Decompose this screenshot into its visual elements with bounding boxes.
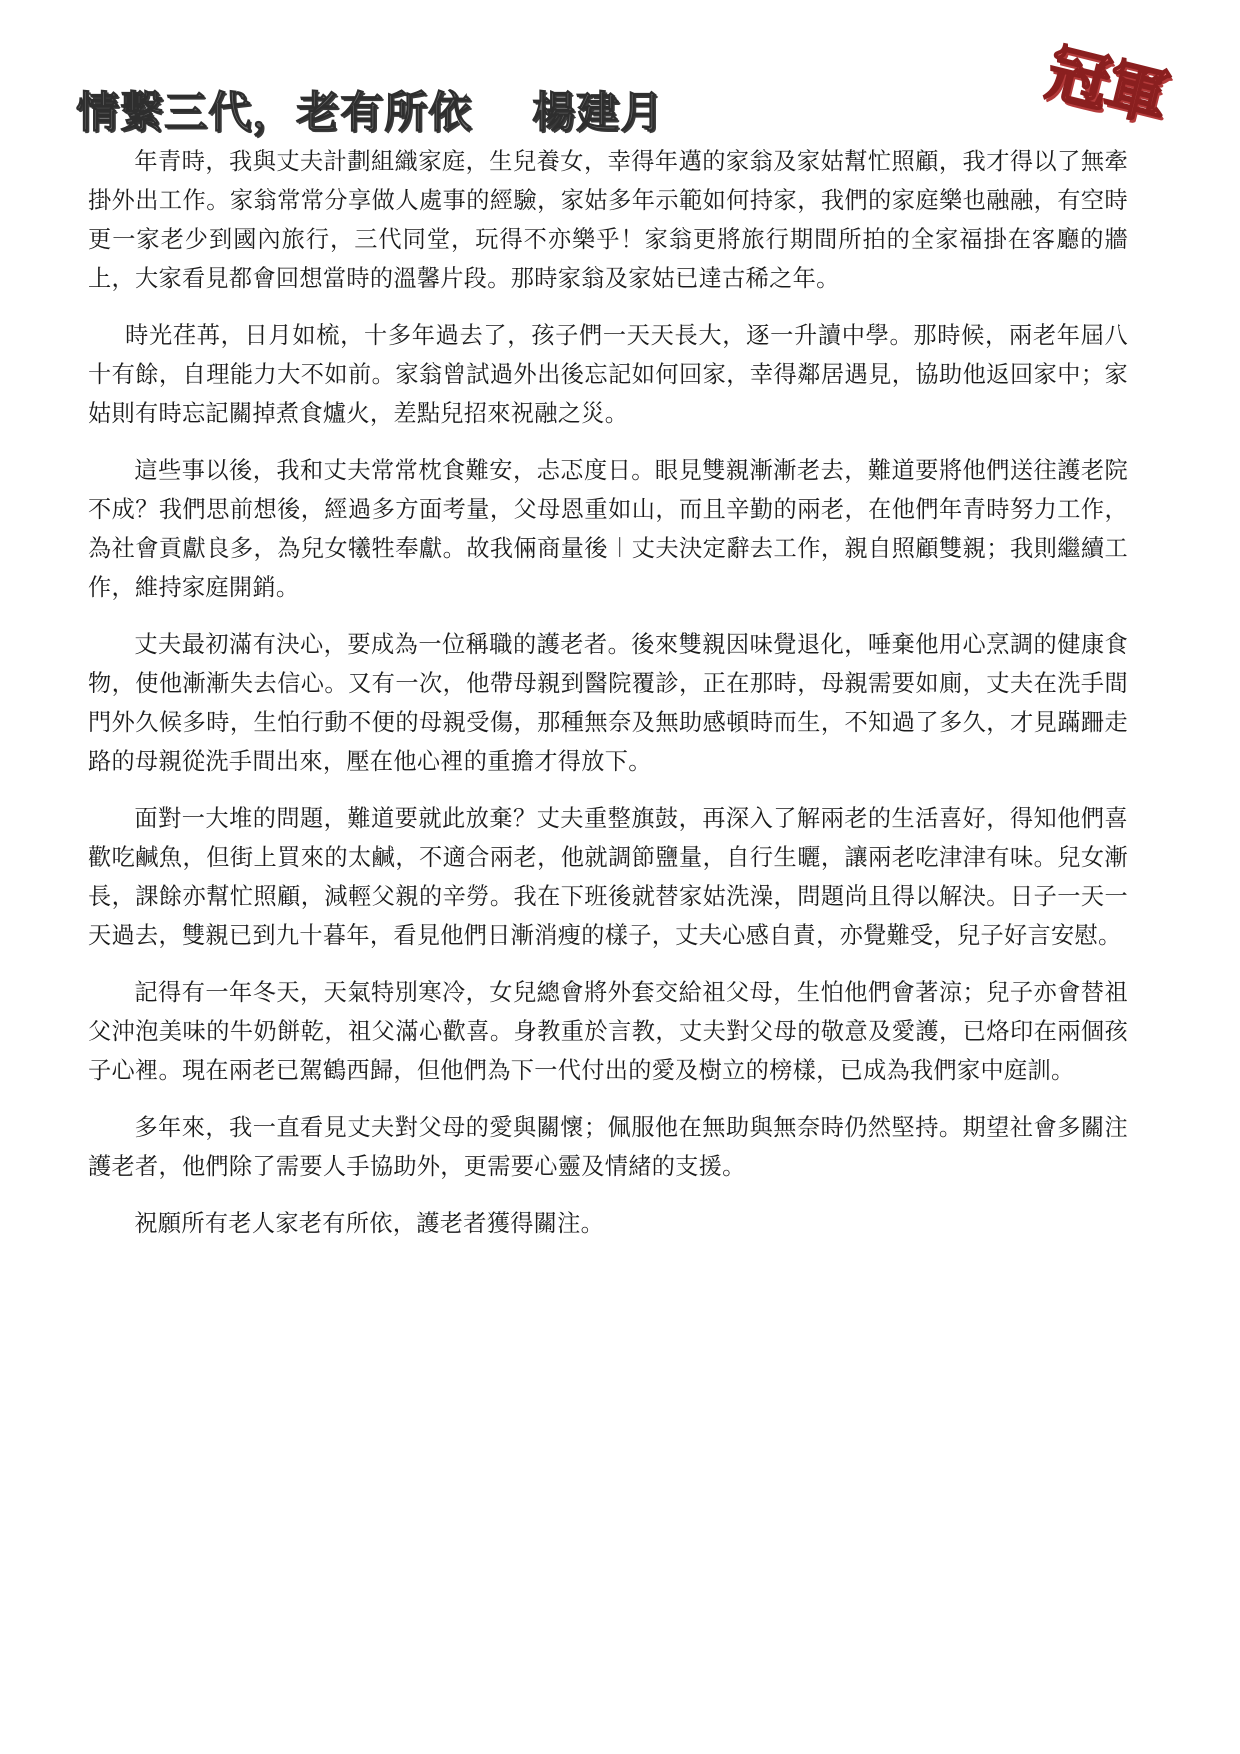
document-title: 情繫三代，老有所依	[76, 87, 472, 138]
title-row	[76, 74, 664, 144]
paragraph-8: 祝願所有老人家老有所依，護老者獲得關注。	[134, 1210, 605, 1237]
paragraph-5: 面對一大堆的問題，難道要就此放棄？丈夫重整旗鼓，再深入了解兩老的生活喜好，得知他們喜歡吃鹹魚，但街上買來的太鹹，不適合兩老，他就調節鹽量，自行生曬，讓兩老吃津津有味。兒女漸長，課餘亦幫忙照顧，減輕父親的辛勞。我在下班後就替家姑洗澡，問題尚且得以解決。日子一天一天過去，雙親已到九十暮年，看見他們日漸消瘦的樣子，丈夫心感自責，亦覺難受，兒子好言安慰。	[88, 805, 1128, 949]
essay-body	[88, 142, 1128, 1261]
paragraph-2: 時光荏苒，日月如梳，十多年過去了，孩子們一天天長大，逐一升讀中學。那時候，兩老年屆八十有餘，自理能力大不如前。家翁曾試過外出後忘記如何回家，幸得鄰居遇見，協助他返回家中；家姑則有時忘記關掉煮食爐火，差點兒招來祝融之災。	[88, 322, 1128, 427]
paragraph-1: 年青時，我與丈夫計劃組織家庭，生兒養女，幸得年邁的家翁及家姑幫忙照顧，我才得以了無牽掛外出工作。家翁常常分享做人處事的經驗，家姑多年示範如何持家，我們的家庭樂也融融，有空時更一家老少到國內旅行，三代同堂，玩得不亦樂乎！家翁更將旅行期間所拍的全家福掛在客廳的牆上，大家看見都會回想當時的溫馨片段。那時家翁及家姑已達古稀之年。	[88, 148, 1128, 292]
author-name: 楊建月	[532, 87, 664, 138]
paragraph-7: 多年來，我一直看見丈夫對父母的愛與關懷；佩服他在無助與無奈時仍然堅持。期望社會多關注護老者，他們除了需要人手協助外，更需要心靈及情緒的支援。	[88, 1114, 1128, 1180]
paragraph-3: 這些事以後，我和丈夫常常枕食難安，忐忑度日。眼見雙親漸漸老去，難道要將他們送往護老院不成？我們思前想後，經過多方面考量，父母恩重如山，而且辛勤的兩老，在他們年青時努力工作，為社會貢獻良多，為兒女犧牲奉獻。故我倆商量後︱丈夫決定辭去工作，親自照顧雙親；我則繼續工作，維持家庭開銷。	[88, 457, 1128, 601]
paragraph-4: 丈夫最初滿有決心，要成為一位稱職的護老者。後來雙親因味覺退化，唾棄他用心烹調的健康食物，使他漸漸失去信心。又有一次，他帶母親到醫院覆診，正在那時，母親需要如廁，丈夫在洗手間門外久候多時，生怕行動不便的母親受傷，那種無奈及無助感頓時而生，不知過了多久，才見蹣跚走路的母親從洗手間出來，壓在他心裡的重擔才得放下。	[88, 631, 1128, 775]
paragraph-6: 記得有一年冬天，天氣特別寒冷，女兒總會將外套交給祖父母，生怕他們會著涼；兒子亦會替祖父沖泡美味的牛奶餅乾，祖父滿心歡喜。身教重於言教，丈夫對父母的敬意及愛護，已烙印在兩個孩子心裡。現在兩老已駕鶴西歸，但他們為下一代付出的愛及樹立的榜樣，已成為我們家中庭訓。	[88, 979, 1128, 1084]
champion-stamp: 冠軍	[1039, 34, 1174, 135]
